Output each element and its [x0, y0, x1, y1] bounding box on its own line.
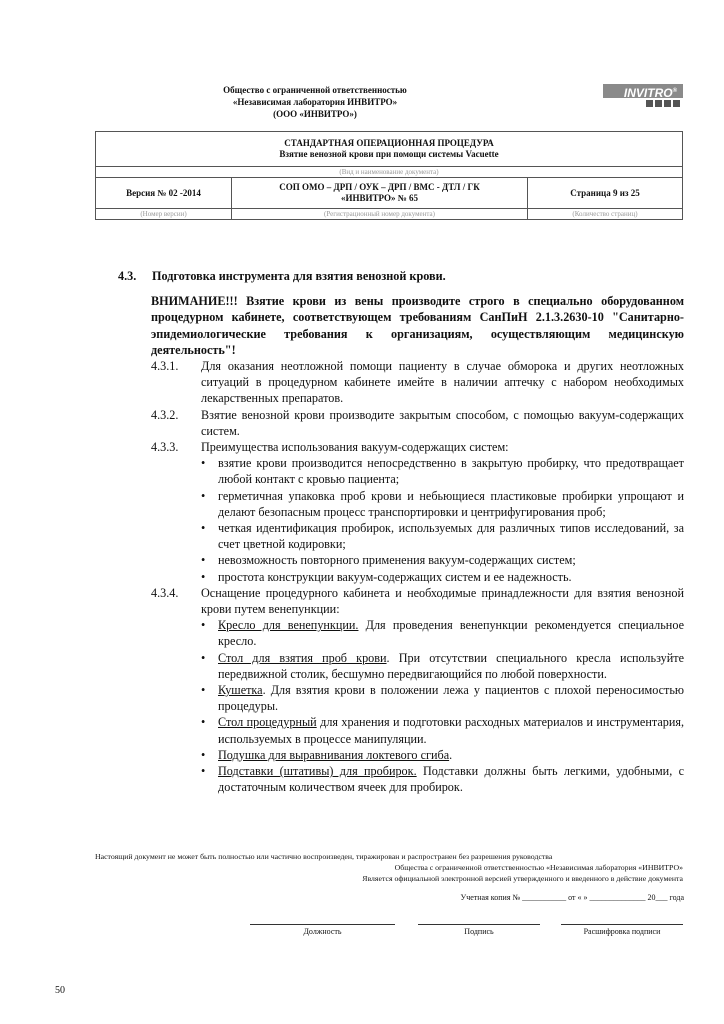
subsection-text: Для оказания неотложной помощи пациенту в случае обморока и других неотложных ситуаций в процедурном кабинете имейте в наличии аптечку с набором необходимых лекарственных препаратов.	[201, 359, 684, 406]
org-line-2: «Независимая лаборатория ИНВИТРО»	[232, 97, 398, 107]
list-item: • герметичная упаковка проб крови и небьющиеся пластиковые пробирки упрощают и делают безопасным процесс транспортировки и центрифугирования проб;	[201, 488, 684, 519]
notice-line-1: Настоящий документ не может быть полностью или частично воспроизведен, тиражирован и распространен без разрешения руководства	[95, 852, 553, 861]
subsection-432	[118, 407, 684, 439]
section-heading	[118, 268, 684, 284]
subsection-number: 4.3.1.	[151, 359, 179, 374]
list-item: • Кушетка. Для взятия крови в положении лежа у пациентов с плохой переносимостью процедуры.	[201, 683, 684, 714]
item-term: Подставки (штативы) для пробирок.	[218, 764, 417, 779]
version-hint: (Номер версии)	[96, 209, 232, 220]
subsection-number: 4.3.2.	[151, 407, 179, 422]
list-item: • невозможность повторного применения вакуум-содержащих систем;	[201, 553, 576, 568]
document-body	[118, 268, 684, 796]
warning-paragraph: ВНИМАНИЕ!!! Взятие крови из вены производите строго в специально оборудованном процедурном кабинете, соответствующем требованиям СанПиН 2.1.3.2630-10 "Санитарно-эпидемиологические требования к организациям, осуществляющим медицинскую деятельность"!	[151, 294, 684, 357]
section-number: 4.3.	[118, 269, 137, 283]
bullet-icon: •	[201, 764, 206, 779]
signature-position: Должность	[250, 924, 395, 936]
item-term: Кресло для венепункции.	[218, 618, 359, 633]
bullet-icon: •	[201, 488, 206, 503]
bullet-icon: •	[201, 650, 206, 665]
pages-hint: (Количество страниц)	[528, 209, 683, 220]
logo-squares	[646, 100, 680, 107]
version-cell: Версия № 02 -2014	[96, 178, 232, 209]
bullet-icon: •	[201, 715, 206, 730]
subsection-431	[118, 358, 684, 407]
bullet-icon: •	[201, 569, 206, 584]
section-title: Подготовка инструмента для взятия венозной крови.	[152, 269, 446, 283]
item-term: Стол процедурный	[218, 715, 317, 730]
bullet-icon: •	[201, 747, 206, 762]
notice-line-2: Общества с ограниченной ответственностью «Независимая лаборатория «ИНВИТРО»	[394, 863, 683, 872]
list-item: • Подставки (штативы) для пробирок. Подставки должны быть легкими, удобными, с достаточным количеством ячеек для пробирок.	[201, 764, 685, 795]
copyright-notice	[95, 851, 683, 884]
subsection-text: Оснащение процедурного кабинета и необходимые принадлежности для взятия венозной крови путем венепункции:	[201, 585, 684, 617]
reg-number-line-2: «ИНВИТРО» № 65	[341, 193, 418, 203]
reg-hint: (Регистрационный номер документа)	[232, 209, 528, 220]
notice-line-3: Является официальной электронной версией утвержденного и введенного в действие документа	[362, 874, 683, 883]
list-item: • Стол процедурный для хранения и подготовки расходных материалов и инструментария, используемых в процессе манипуляции.	[201, 715, 685, 746]
document-title-cell	[96, 132, 683, 167]
doc-name: Взятие венозной крови при помощи системы Vacuette	[279, 149, 499, 159]
bullet-icon: •	[201, 456, 206, 471]
bullet-icon: •	[201, 553, 206, 568]
org-line-3: (ООО «ИНВИТРО»)	[273, 109, 357, 119]
item-term: Стол для взятия проб крови	[218, 650, 387, 665]
subsection-number: 4.3.4.	[151, 585, 179, 600]
bullet-icon: •	[201, 683, 206, 698]
advantages-list	[118, 455, 684, 585]
document-header-table	[95, 131, 683, 220]
subsection-434	[118, 585, 684, 617]
list-item: • взятие крови производится непосредственно в закрытую пробирку, что предотвращает любой контакт с кровью пациента;	[201, 456, 684, 487]
item-term: Кушетка	[218, 683, 263, 698]
logo-text: INVITRO®	[603, 84, 683, 98]
list-item: • простота конструкции вакуум-содержащих систем и ее надежность.	[201, 569, 572, 584]
item-term: Подушка для выравнивания локтевого сгиба	[218, 747, 450, 762]
list-item: • Стол для взятия проб крови. При отсутствии специального кресла используйте передвижной столик, бесшумно передвигающийся по любой поверхности.	[201, 650, 684, 681]
bullet-icon: •	[201, 618, 206, 633]
page-number: 50	[55, 985, 65, 996]
subsection-text: Взятие венозной крови производите закрытым способом, с помощью вакуум-содержащих систем.	[201, 407, 684, 438]
signature-name: Расшифровка подписи	[561, 924, 683, 936]
doc-name-hint: (Вид и наименование документа)	[96, 167, 683, 178]
invitro-logo	[603, 84, 683, 110]
registered-copy-line: Учетная копия № ___________ от « » ______________ 20___ года	[460, 893, 684, 902]
subsection-433	[118, 439, 684, 455]
list-item: • Подушка для выравнивания локтевого сгиба.	[201, 747, 453, 762]
org-line-1: Общество с ограниченной ответственностью	[223, 85, 407, 95]
list-item: • Кресло для венепункции. Для проведения венепункции рекомендуется специальное кресло.	[201, 618, 684, 649]
list-item: • четкая идентификация пробирок, используемых для различных типов исследований, за счет цветной кодировки;	[201, 521, 684, 552]
equipment-list	[118, 617, 684, 795]
subsection-number: 4.3.3.	[151, 440, 179, 455]
subsection-text: Преимущества использования вакуум-содержащих систем:	[201, 440, 509, 455]
reg-number-cell	[232, 178, 528, 209]
signature-sign: Подпись	[418, 924, 540, 936]
bullet-icon: •	[201, 521, 206, 536]
page-count-cell: Страница 9 из 25	[528, 178, 683, 209]
reg-number-line-1: СОП ОМО – ДРП / ОУК – ДРП / ВМС - ДТЛ / ГК	[279, 182, 480, 192]
doc-type: СТАНДАРТНАЯ ОПЕРАЦИОННАЯ ПРОЦЕДУРА	[284, 138, 494, 148]
organization-name	[175, 84, 455, 120]
